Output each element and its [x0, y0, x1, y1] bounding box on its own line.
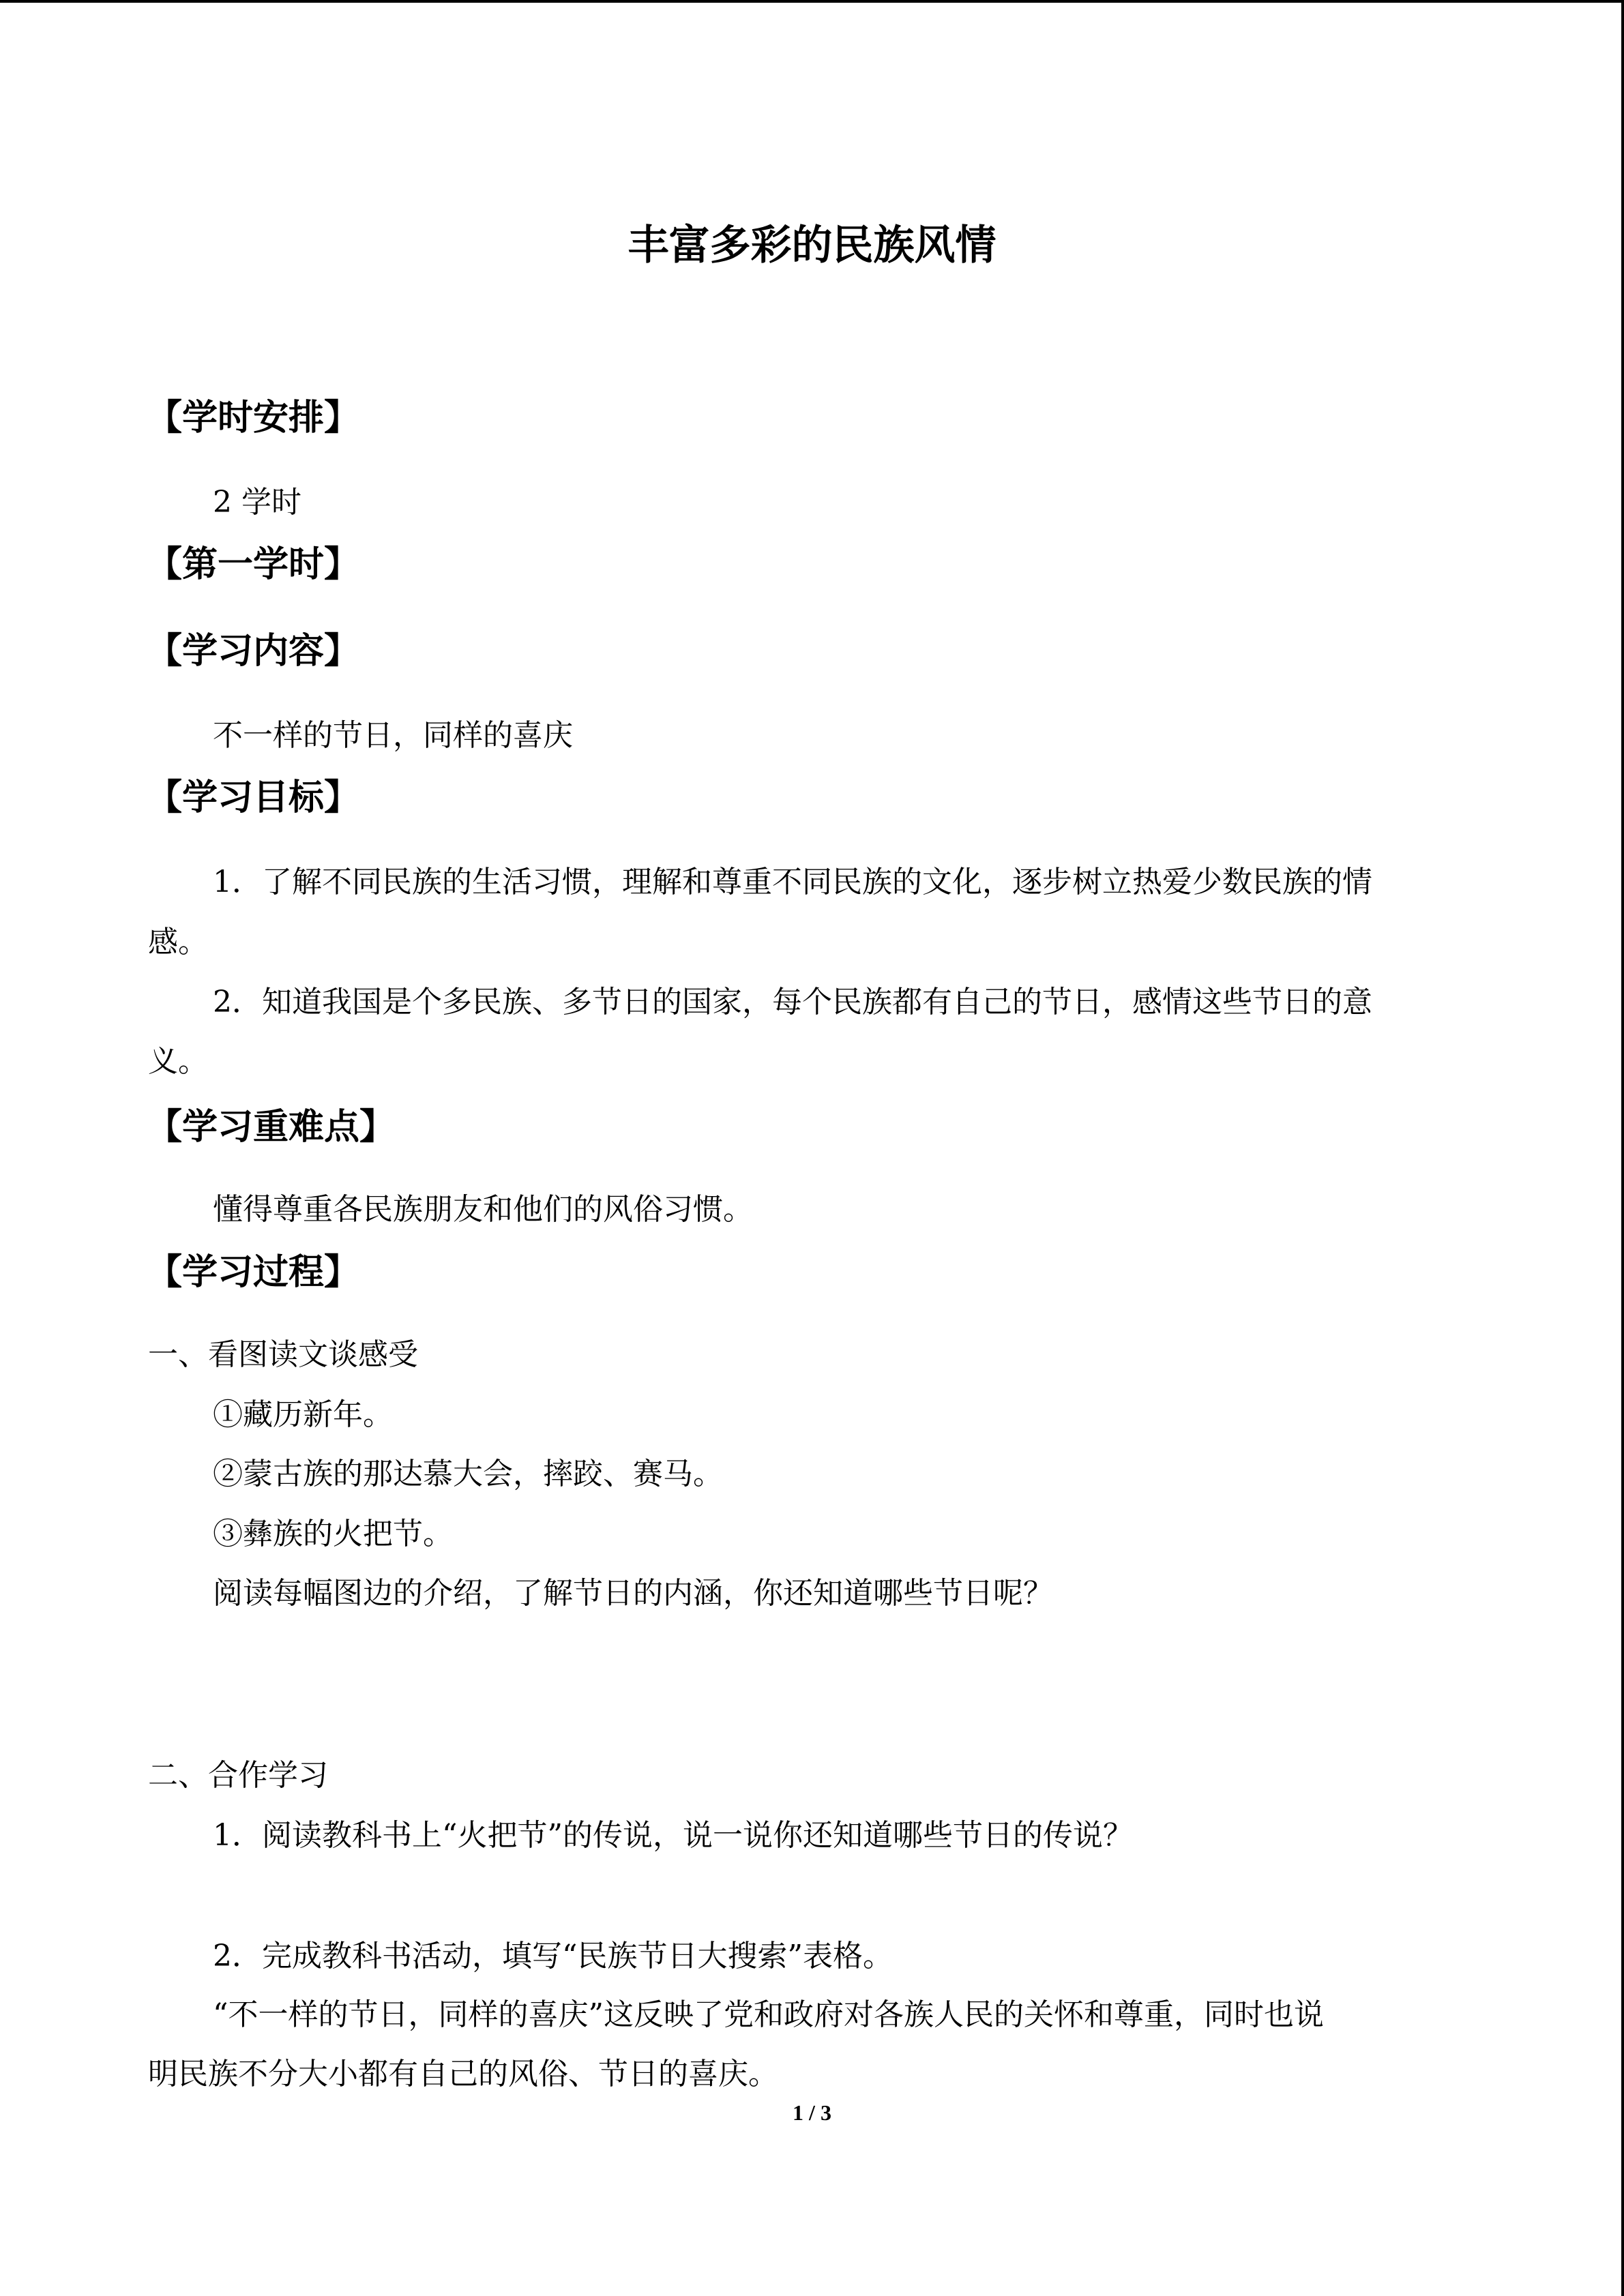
- part-2-heading: 二、合作学习: [148, 1758, 328, 1793]
- heading-first-period: 【第一学时】: [147, 544, 360, 585]
- summary-line-2: 明民族不分大小都有自己的风俗、节日的喜庆。: [148, 2057, 778, 2091]
- part-1-item-2: ②蒙古族的那达慕大会，摔跤、赛马。: [213, 1457, 723, 1491]
- heading-key-points: 【学习重难点】: [147, 1107, 396, 1148]
- page-number: 1 / 3: [793, 2100, 831, 2125]
- part-1-item-1: ①藏历新年。: [213, 1397, 393, 1432]
- key-points-text: 懂得尊重各民族朋友和他们的风俗习惯。: [213, 1192, 753, 1227]
- document-title: 丰富多彩的民族风情: [628, 222, 996, 269]
- schedule-text: 2 学时: [213, 485, 301, 520]
- summary-line-1: “不一样的节日，同样的喜庆”这反映了党和政府对各族人民的关怀和尊重，同时也说: [213, 1997, 1324, 2032]
- heading-schedule: 【学时安排】: [147, 398, 360, 438]
- page-border-top: [0, 0, 1624, 3]
- goal-2-line-1: 2．知道我国是个多民族、多节日的国家，每个民族都有自己的节日，感情这些节日的意: [213, 985, 1372, 1019]
- part-1-item-3: ③彝族的火把节。: [213, 1517, 453, 1551]
- goal-1-line-1: 1．了解不同民族的生活习惯，理解和尊重不同民族的文化，逐步树立热爱少数民族的情: [213, 865, 1372, 899]
- goal-1-line-2: 感。: [148, 925, 208, 959]
- heading-content: 【学习内容】: [147, 631, 360, 672]
- page-border-right: [1621, 0, 1624, 2296]
- part-1-heading: 一、看图读文谈感受: [148, 1337, 418, 1372]
- part-2-item-1: 1．阅读教科书上“火把节”的传说，说一说你还知道哪些节日的传说？: [213, 1818, 1133, 1853]
- content-text: 不一样的节日，同样的喜庆: [213, 718, 573, 753]
- heading-process: 【学习过程】: [147, 1252, 360, 1293]
- part-2-item-2: 2．完成教科书活动，填写“民族节日大搜索”表格。: [213, 1939, 893, 1973]
- goal-2-line-2: 义。: [148, 1044, 208, 1079]
- heading-goals: 【学习目标】: [147, 777, 360, 818]
- part-1-question: 阅读每幅图边的介绍，了解节日的内涵，你还知道哪些节日呢？: [213, 1576, 1053, 1611]
